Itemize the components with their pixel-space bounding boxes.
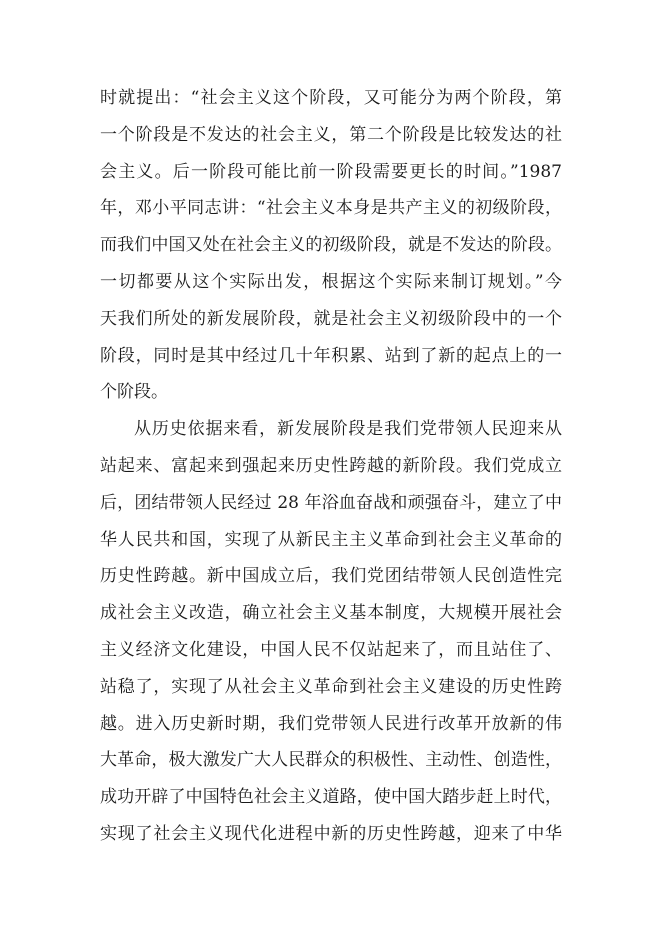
text-line: 会主义。后一阶段可能比前一阶段需要更长的时间。”1987 [100,161,562,182]
paragraph-first-line: 从历史依据来看，新发展阶段是我们党带领人民迎来从 [134,419,562,440]
text-line: 历史性跨越。新中国成立后，我们党团结带领人民创造性完 [100,566,562,587]
text-line: 成社会主义改造，确立社会主义基本制度，大规模开展社会 [100,603,562,624]
text-line: 实现了社会主义现代化进程中新的历史性跨越，迎来了中华 [100,823,562,844]
text-line: 天我们所处的新发展阶段，就是社会主义初级阶段中的一个 [100,308,562,329]
text-line: 一切都要从这个实际出发，根据这个实际来制订规划。”今 [100,271,562,292]
text-line: 年，邓小平同志讲：“社会主义本身是共产主义的初级阶段， [100,198,562,219]
body-text [100,80,562,853]
text-line: 主义经济文化建设，中国人民不仅站起来了，而且站住了、 [100,639,562,660]
text-line: 一个阶段是不发达的社会主义，第二个阶段是比较发达的社 [100,124,562,145]
text-line: 华人民共和国，实现了从新民主主义革命到社会主义革命的 [100,529,562,550]
text-line: 而我们中国又处在社会主义的初级阶段，就是不发达的阶段。 [100,235,562,256]
text-line: 阶段，同时是其中经过几十年积累、站到了新的起点上的一 [100,345,562,366]
text-line: 越。进入历史新时期，我们党带领人民进行改革开放新的伟 [100,713,562,734]
paragraph-end-line: 个阶段。 [100,382,168,403]
text-line: 成功开辟了中国特色社会主义道路，使中国大踏步赶上时代， [100,787,562,808]
text-line: 站起来、富起来到强起来历史性跨越的新阶段。我们党成立 [100,455,562,476]
text-line: 大革命，极大激发广大人民群众的积极性、主动性、创造性， [100,750,562,771]
text-line: 站稳了，实现了从社会主义革命到社会主义建设的历史性跨 [100,676,562,697]
text-line: 后，团结带领人民经过 28 年浴血奋战和顽强奋斗，建立了中 [100,492,562,513]
text-line: 时就提出：“社会主义这个阶段，又可能分为两个阶段，第 [100,88,562,108]
